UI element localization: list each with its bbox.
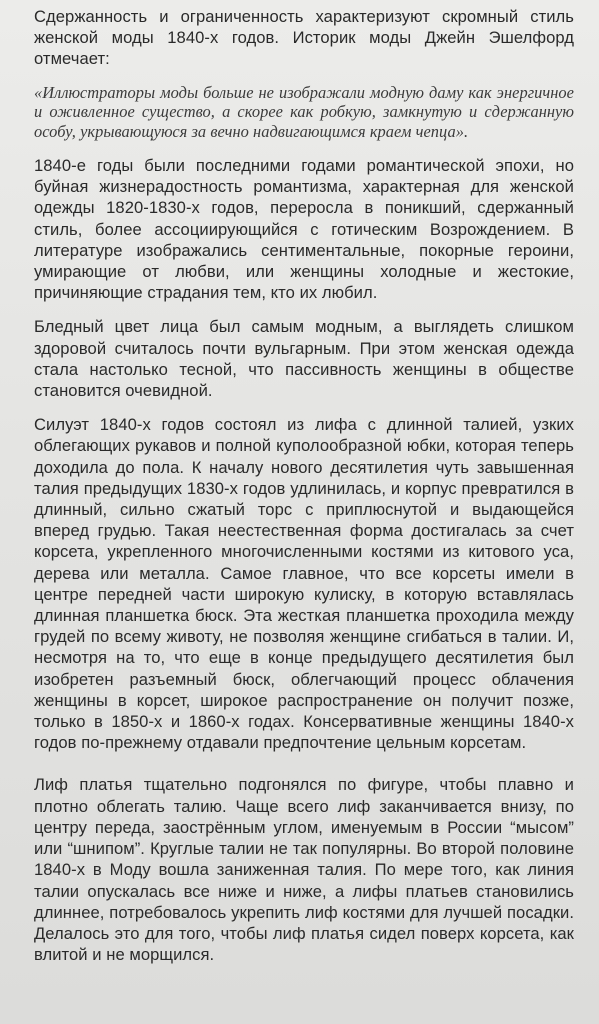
- text-panel: [34, 6, 574, 978]
- body-paragraph-3: Силуэт 1840-х годов состоял из лифа с длинной талией, узких облегающих рукавов и полной куполообразной юбки, которая теперь доходила до пола. К началу нового десятилетия чуть завышенная талия предыдущих 1830-х годов удлинилась, и корпус превратился в длинный, сильно сжатый торс с приплюснутой и выдающейся вперед грудью. Такая неестественная форма достигалась за счет корсета, укрепленного многочисленными костями из китового уса, дерева или металла. Самое главное, что все корсеты имели в центре передней части широкую кулиску, в которую вставлялась длинная планшетка бюск. Эта жесткая планшетка проходила между грудей по всему животу, не позволяя женщине сгибаться в талии. И, несмотря на то, что еще в конце предыдущего десятилетия был изобретен разъемный бюск, облегчающий процесс облачения женщины в корсет, широкое распространение он получит позже, только в 1850-х и 1860-х годах. Консервативные женщины 1840-х годов по-прежнему отдавали предпочтение цельным корсетам.: [34, 415, 574, 753]
- body-paragraph-2: Бледный цвет лица был самым модным, а выглядеть слишком здоровой считалось почти вульгарным. При этом женская одежда стала настолько тесной, что пассивность женщины в обществе становится очевидной.: [34, 317, 574, 401]
- paragraph-spacer: [34, 766, 574, 774]
- quote-paragraph: «Иллюстраторы моды больше не изображали модную даму как энергичное и оживленное существо, а скорее как робкую, замкнутую и сдержанную особу, укрывающуюся за вечно надвигающимся краем чепца».: [34, 82, 574, 142]
- intro-paragraph: Сдержанность и ограниченность характеризуют скромный стиль женской моды 1840-х годов. Историк моды Джейн Эшелфорд отмечает:: [34, 7, 574, 69]
- body-paragraph-4: Лиф платья тщательно подгонялся по фигуре, чтобы плавно и плотно облегать талию. Чаще всего лиф заканчивается внизу, по центру переда, заострённым углом, именуемым в России “мысом” или “шнипом”. Круглые талии не так популярны. Во второй половине 1840-х в Моду вошла заниженная талия. По мере того, как линия талии опускалась все ниже и ниже, а лифы платьев становились длиннее, потребовалось укрепить лиф костями для лучшей посадки. Делалось это для того, чтобы лиф платья сидел поверх корсета, как влитой и не морщился.: [34, 775, 574, 965]
- body-paragraph-1: 1840-е годы были последними годами романтической эпохи, но буйная жизнерадостность романтизма, характерная для женской одежды 1820-1830-х годов, переросла в поникший, сдержанный стиль, более ассоциирующийся с готическим Возрождением. В литературе изображались сентиментальные, покорные героини, умирающие от любви, или женщины холодные и жестокие, причиняющие страдания тем, кто их любил.: [34, 156, 574, 303]
